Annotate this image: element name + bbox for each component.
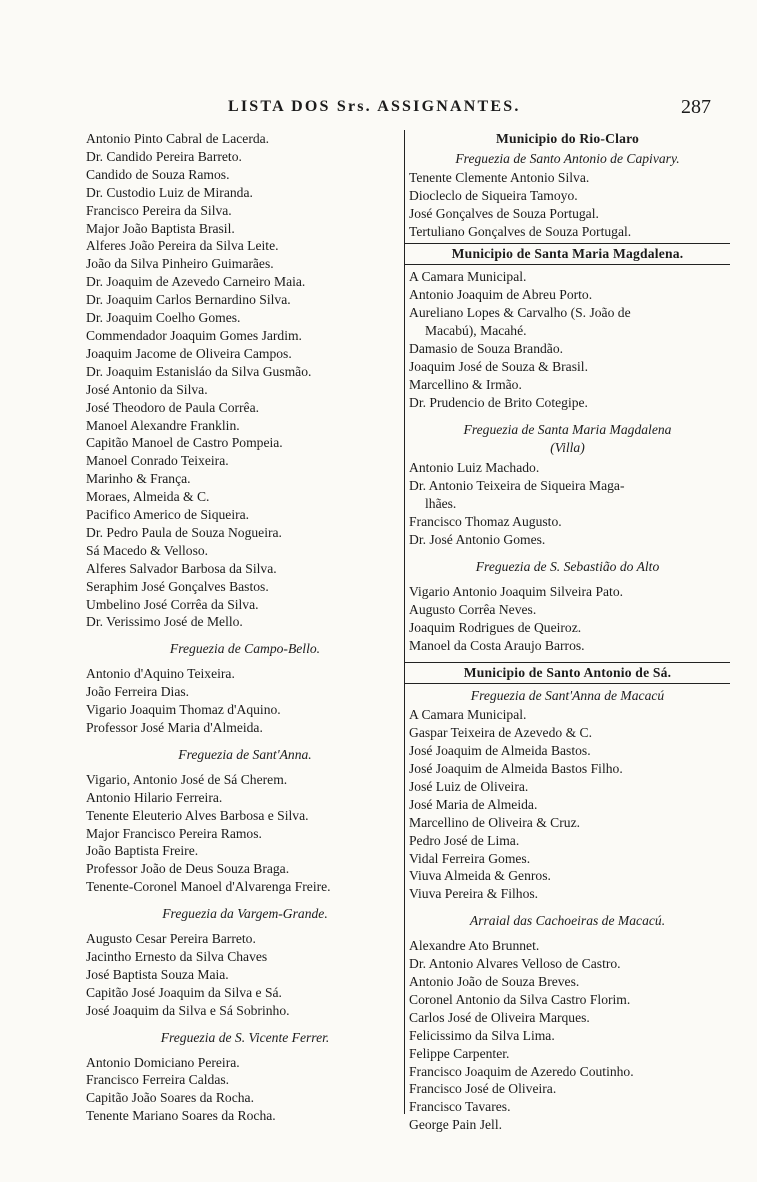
list-item: Augusto Corrêa Neves.	[409, 601, 537, 617]
list-item: Dr. Custodio Luiz de Miranda.	[86, 184, 253, 200]
parish-heading-s-vicente: Freguezia de S. Vicente Ferrer.	[160, 1029, 330, 1045]
list-item: Pacifico Americo de Siqueira.	[86, 507, 250, 523]
list-item: Francisco Joaquim de Azeredo Coutinho.	[409, 1063, 634, 1079]
list-item: Gaspar Teixeira de Azevedo & C.	[409, 725, 593, 741]
list-item: Francisco Pereira da Silva.	[86, 202, 232, 218]
list-item: Felippe Carpenter.	[409, 1045, 510, 1061]
list-item: José Baptista Souza Maia.	[86, 966, 229, 982]
list-item: José Gonçalves de Souza Portugal.	[409, 205, 599, 221]
s-sebastiao-entries	[409, 583, 726, 655]
list-item: Dr. Joaquim Estanisláo da Silva Gusmão.	[86, 363, 312, 379]
list-item: Alferes João Pereira da Silva Leite.	[86, 238, 279, 254]
parish-heading-villa	[409, 421, 726, 457]
list-item: José Joaquim da Silva e Sá Sobrinho.	[86, 1002, 290, 1018]
list-item: Antonio Domiciano Pereira.	[86, 1054, 240, 1070]
list-item: Manoel Conrado Teixeira.	[86, 453, 229, 469]
list-item: Candido de Souza Ramos.	[86, 166, 230, 182]
list-item: Manoel Alexandre Franklin.	[86, 417, 240, 433]
list-item-continuation: lhães.	[425, 496, 457, 512]
parish-heading-capivary: Freguezia de Santo Antonio de Capivary.	[455, 150, 680, 166]
list-item: Francisco José de Oliveira.	[409, 1081, 557, 1097]
list-item: Damasio de Souza Brandão.	[409, 340, 564, 356]
list-item: Capitão José Joaquim da Silva e Sá.	[86, 984, 282, 1000]
parish-heading-macacu: Freguezia de Sant'Anna de Macacú	[470, 688, 665, 704]
list-item: A Camara Municipal.	[409, 707, 527, 723]
list-item: Dr. Antonio Alvares Velloso de Castro.	[409, 956, 621, 972]
list-item: Professor José Maria d'Almeida.	[86, 720, 263, 735]
list-item: Marcellino & Irmão.	[409, 376, 522, 392]
list-item: Antonio Luiz Machado.	[409, 460, 540, 476]
list-item: José Joaquim de Almeida Bastos Filho.	[409, 761, 623, 776]
list-item: Tenente Eleuterio Alves Barbosa e Silva.	[86, 807, 309, 823]
list-item: José Theodoro de Paula Corrêa.	[86, 399, 260, 415]
list-item: Francisco Thomaz Augusto.	[409, 514, 562, 530]
list-item: José Luiz de Oliveira.	[409, 778, 529, 794]
list-item: Umbelino José Corrêa da Silva.	[86, 596, 259, 612]
list-item: Vigario Antonio Joaquim Silveira Pato.	[409, 583, 624, 599]
page-number: 287	[681, 96, 711, 118]
list-item: José Antonio da Silva.	[86, 381, 208, 397]
right-column	[404, 130, 726, 1133]
list-item: Moraes, Almeida & C.	[86, 489, 210, 505]
list-item: Vigario, Antonio José de Sá Cherem.	[86, 771, 288, 787]
campo-bello-entries	[86, 665, 404, 737]
list-item: George Pain Jell.	[409, 1117, 502, 1133]
list-item: Carlos José de Oliveira Marques.	[409, 1009, 590, 1025]
list-item: Tenente Mariano Soares da Rocha.	[86, 1108, 276, 1124]
list-item: Antonio João de Souza Breves.	[409, 973, 580, 989]
list-item: Augusto Cesar Pereira Barreto.	[86, 931, 256, 947]
list-item: Dr. Joaquim Carlos Bernardino Silva.	[86, 292, 291, 308]
villa-entries	[409, 459, 726, 549]
list-item: Dr. Pedro Paula de Souza Nogueira.	[86, 524, 282, 540]
parish-heading-s-sebastiao: Freguezia de S. Sebastião do Alto	[475, 558, 660, 574]
municipio-heading-santo-antonio: Municipio de Santo Antonio de Sá.	[405, 662, 730, 684]
list-item: João da Silva Pinheiro Guimarães.	[86, 256, 274, 272]
list-item: Major Francisco Pereira Ramos.	[86, 825, 262, 841]
cachoeiras-entries	[409, 937, 726, 1134]
list-item: Professor João de Deus Souza Braga.	[86, 861, 290, 877]
list-item: Antonio Hilario Ferreira.	[86, 789, 223, 805]
parish-heading-cachoeiras: Arraial das Cachoeiras de Macacú.	[469, 913, 666, 929]
list-item: Viuva Almeida & Genros.	[409, 868, 551, 884]
list-item: Joaquim Rodrigues de Queiroz.	[409, 619, 582, 635]
list-item: Marinho & França.	[86, 471, 191, 487]
left-column	[86, 130, 404, 1125]
list-item: Dr. Antonio Teixeira de Siqueira Maga-	[409, 478, 625, 494]
list-item: Tenente Clemente Antonio Silva.	[409, 169, 590, 185]
list-item: João Ferreira Dias.	[86, 684, 190, 700]
sant-anna-entries	[86, 771, 404, 896]
list-item: Tenente-Coronel Manoel d'Alvarenga Freire.	[86, 879, 331, 895]
list-item: Alexandre Ato Brunnet.	[409, 938, 540, 954]
list-item: Marcellino de Oliveira & Cruz.	[409, 814, 580, 830]
vargem-grande-entries	[86, 930, 404, 1020]
left-entries	[86, 130, 404, 631]
list-item: Felicissimo da Silva Lima.	[409, 1027, 555, 1043]
list-item: Dr. Verissimo José de Mello.	[86, 614, 243, 630]
list-item: Commendador Joaquim Gomes Jardim.	[86, 327, 302, 343]
parish-heading-villa-title: Freguezia de Santa Maria Magdalena	[463, 421, 672, 437]
list-item: Dr. Joaquim Coelho Gomes.	[86, 310, 241, 326]
list-item: Pedro José de Lima.	[409, 832, 520, 848]
list-item: Diocleclo de Siqueira Tamoyo.	[409, 187, 578, 203]
list-item: Francisco Tavares.	[409, 1099, 511, 1115]
list-item: Seraphim José Gonçalves Bastos.	[86, 578, 269, 594]
rio-claro-entries	[409, 169, 726, 241]
list-item: Joaquim Jacome de Oliveira Campos.	[86, 345, 292, 361]
list-item: José Joaquim de Almeida Bastos.	[409, 743, 591, 759]
s-vicente-entries	[86, 1054, 404, 1126]
municipio-heading-rio-claro: Municipio do Rio-Claro	[495, 131, 640, 146]
list-item: Dr. Joaquim de Azevedo Carneiro Maia.	[86, 274, 306, 290]
list-item: Joaquim José de Souza & Brasil.	[409, 358, 588, 374]
list-item: João Baptista Freire.	[86, 843, 199, 859]
list-item: Dr. Candido Pereira Barreto.	[86, 148, 242, 164]
list-item: Viuva Pereira & Filhos.	[409, 886, 539, 902]
list-item: Vidal Ferreira Gomes.	[409, 850, 531, 866]
parish-heading-campo-bello: Freguezia de Campo-Bello.	[169, 641, 321, 657]
parish-heading-sant-anna: Freguezia de Sant'Anna.	[178, 746, 312, 762]
santa-maria-entries	[409, 268, 726, 411]
list-item: Capitão Manoel de Castro Pompeia.	[86, 435, 283, 451]
municipio-heading-santa-maria: Municipio de Santa Maria Magdalena.	[405, 243, 730, 265]
list-item: Dr. José Antonio Gomes.	[409, 532, 546, 548]
parish-heading-vargem-grande: Freguezia da Vargem-Grande.	[162, 906, 328, 922]
list-title: LISTA DOS Srs. ASSIGNANTES.	[228, 98, 521, 115]
list-item: Antonio Joaquim de Abreu Porto.	[409, 287, 593, 303]
list-item: José Maria de Almeida.	[409, 796, 538, 812]
list-item: Coronel Antonio da Silva Castro Florim.	[409, 991, 631, 1007]
list-item: Alferes Salvador Barbosa da Silva.	[86, 560, 277, 576]
santo-antonio-entries	[409, 706, 726, 903]
list-item: A Camara Municipal.	[409, 269, 527, 285]
list-item-continuation: Macabú), Macahé.	[425, 323, 527, 339]
list-item: Vigario Joaquim Thomaz d'Aquino.	[86, 702, 281, 718]
list-item: Antonio d'Aquino Teixeira.	[86, 666, 235, 682]
list-item: Capitão João Soares da Rocha.	[86, 1090, 254, 1106]
list-item: Sá Macedo & Velloso.	[86, 542, 209, 558]
list-item: Aureliano Lopes & Carvalho (S. João de	[409, 305, 631, 321]
parish-heading-villa-sub: (Villa)	[550, 439, 585, 455]
page-header	[0, 98, 757, 124]
list-item: Dr. Prudencio de Brito Cotegipe.	[409, 394, 588, 410]
list-item: Jacintho Ernesto da Silva Chaves	[86, 948, 268, 964]
list-item: Antonio Pinto Cabral de Lacerda.	[86, 131, 270, 146]
list-item: Francisco Ferreira Caldas.	[86, 1072, 230, 1088]
list-item: Tertuliano Gonçalves de Souza Portugal.	[409, 223, 632, 239]
list-item: Major João Baptista Brasil.	[86, 220, 235, 236]
list-item: Manoel da Costa Araujo Barros.	[409, 637, 585, 653]
